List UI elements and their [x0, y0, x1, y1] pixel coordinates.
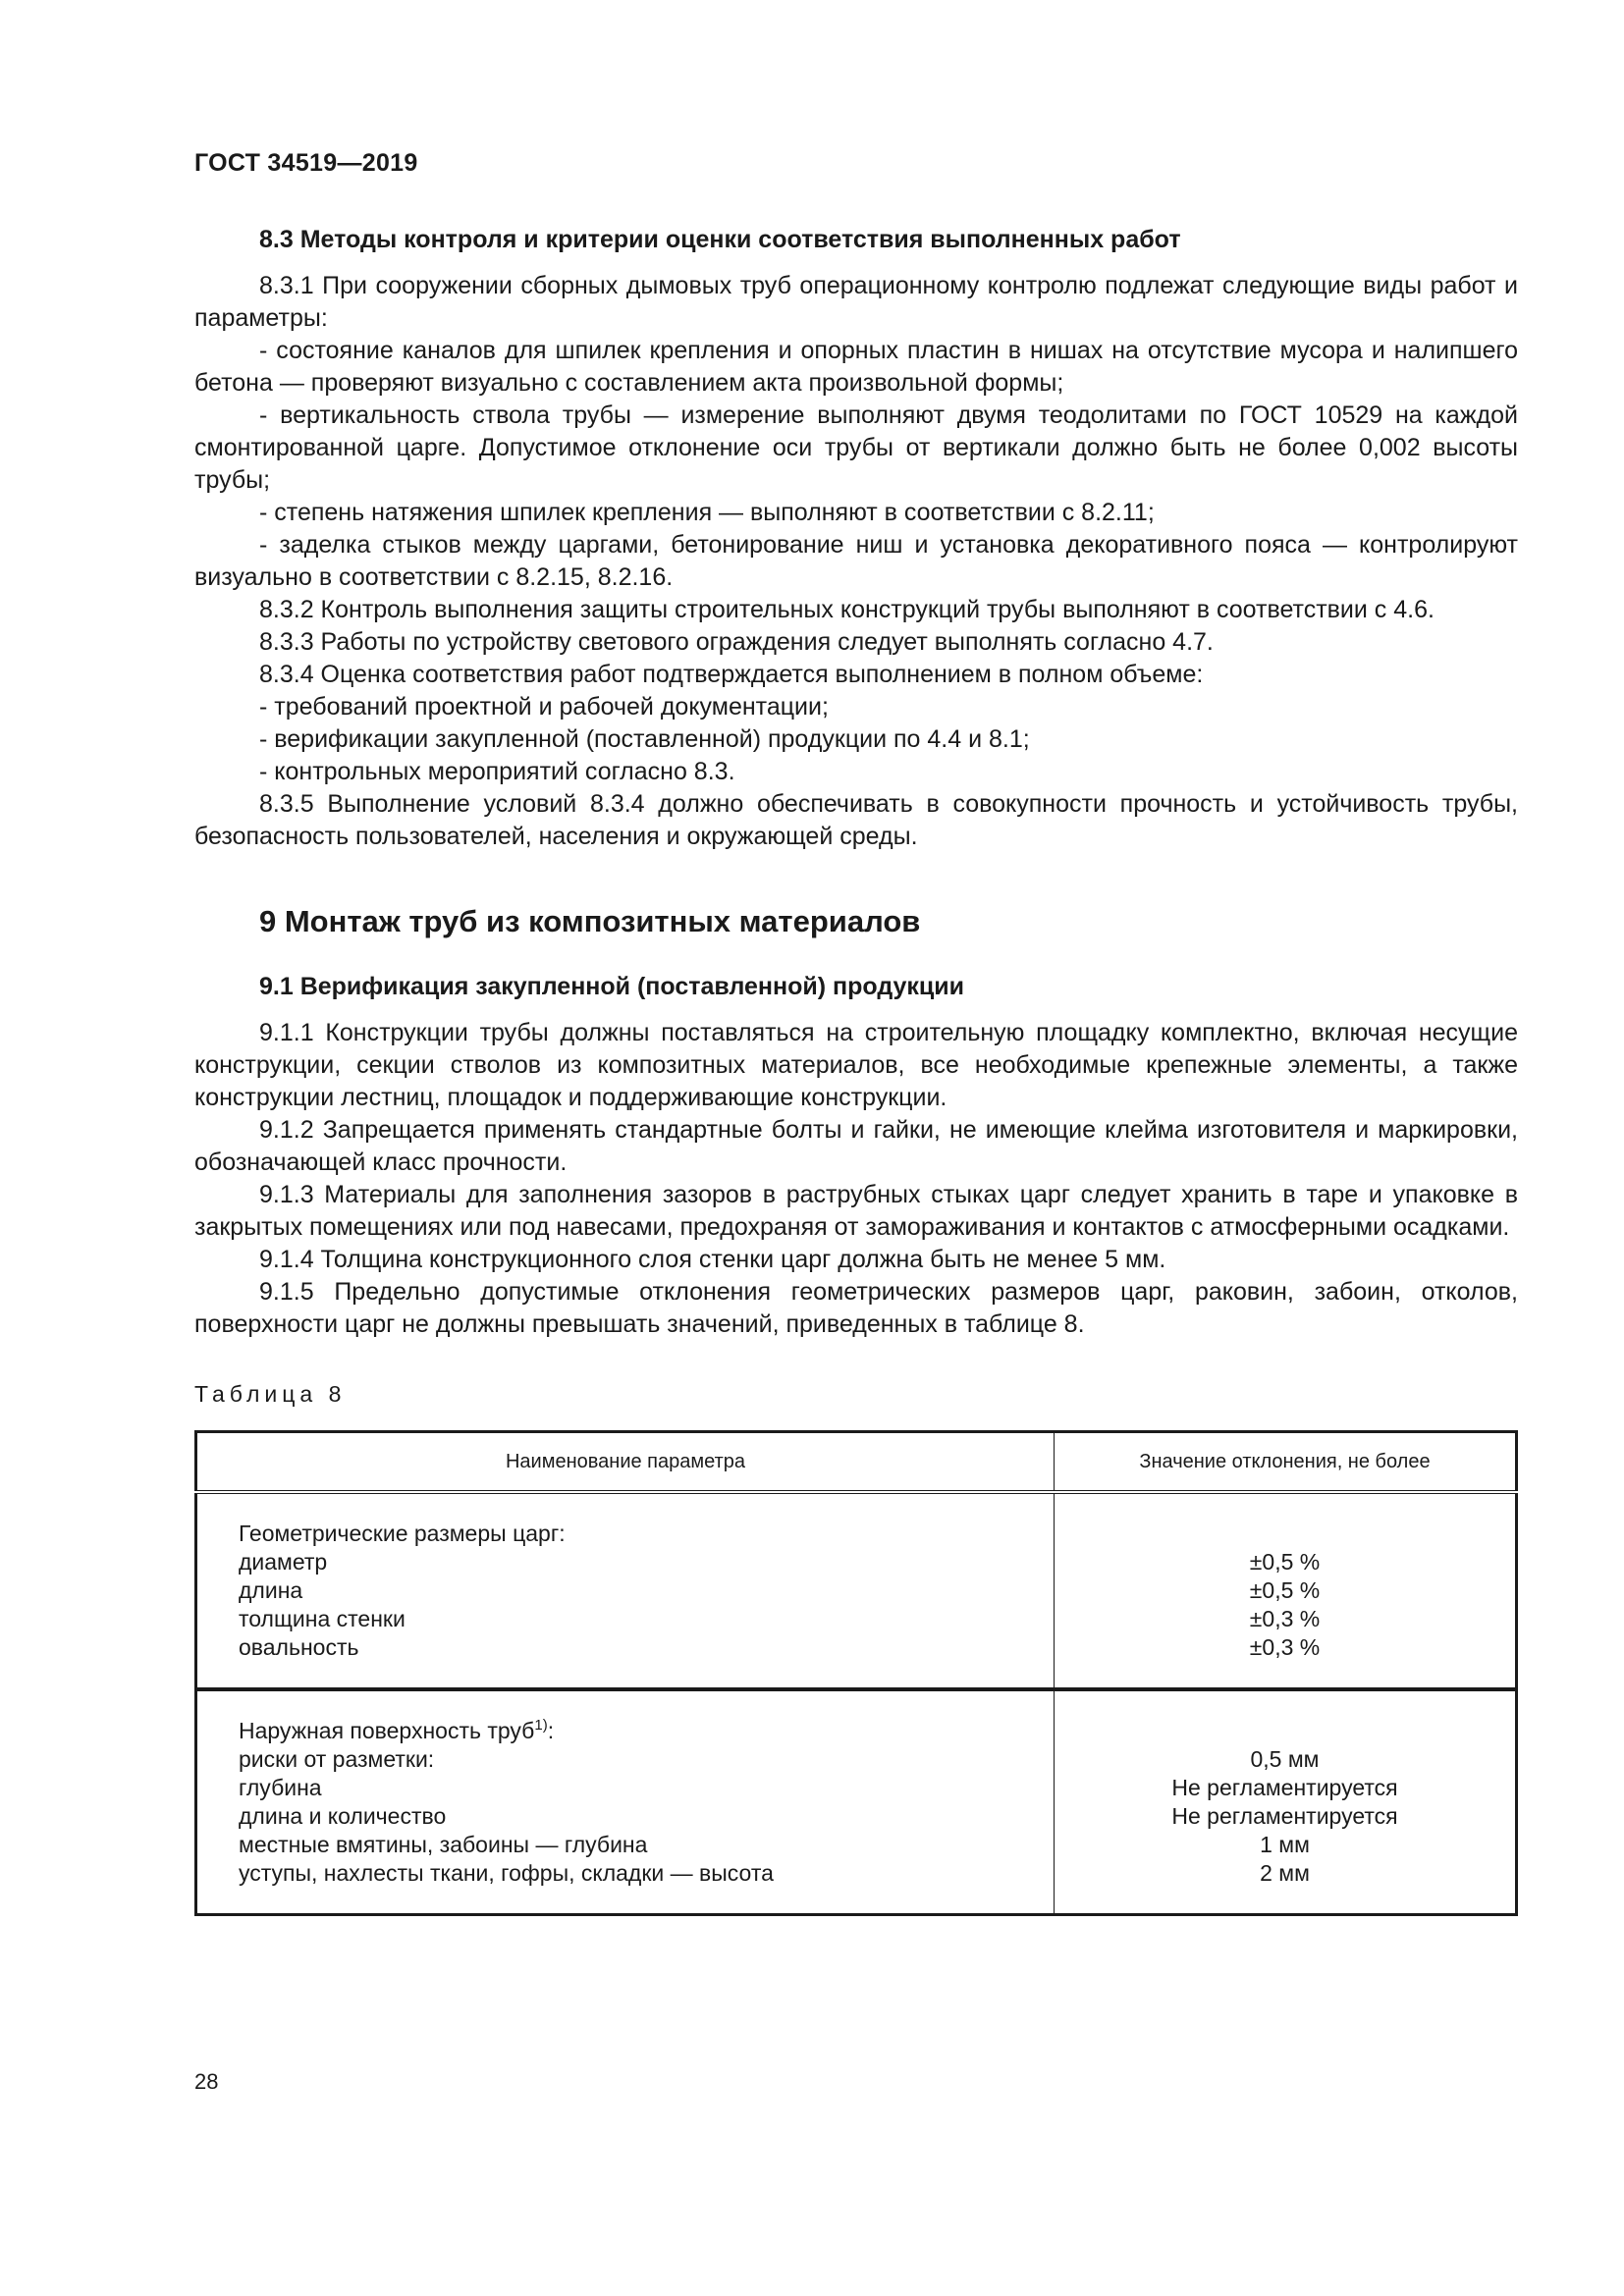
list-item: - заделка стыков между царгами, бетонирование ниш и установка декоративного пояса — контролируют визуально в соответствии с 8.2.15, 8.2.16. — [194, 531, 1518, 591]
parameter-name: местные вмятины, забоины — глубина — [239, 1832, 648, 1857]
group-title: Геометрические размеры царг: — [239, 1521, 566, 1546]
list-item: - вертикальность ствола трубы — измерение выполняют двумя теодолитами по ГОСТ 10529 на каждой смонтированной царге. Допустимое отклонение оси трубы от вертикали должно быть не более 0,002 высоты трубы; — [194, 401, 1518, 494]
clause-9-1-4: 9.1.4 Толщина конструкционного слоя стенки царг должна быть не менее 5 мм. — [259, 1246, 1166, 1273]
deviation-value: 2 мм — [1260, 1860, 1310, 1886]
column-header-deviation: Значение отклонения, не более — [1055, 1432, 1517, 1493]
clause-8-3-1: 8.3.1 При сооружении сборных дымовых труб операционному контролю подлежат следующие виды работ и параметры: — [194, 272, 1518, 332]
page-number: 28 — [194, 2069, 219, 2094]
section-9-heading: 9 Монтаж труб из композитных материалов — [259, 904, 921, 938]
clause-8-3-4: 8.3.4 Оценка соответствия работ подтверждается выполнением в полном объеме: — [259, 661, 1204, 688]
clause-9-1-1: 9.1.1 Конструкции трубы должны поставляться на строительную площадку комплектно, включая несущие конструкции, секции стволов из композитных материалов, все необходимые крепежные элементы, а также конструкции лестниц, площадок и поддерживающие конструкции. — [194, 1019, 1518, 1111]
table-caption: Таблица 8 — [194, 1381, 347, 1407]
parameter-name: глубина — [239, 1775, 322, 1800]
deviation-value: ±0,3 % — [1249, 1606, 1321, 1631]
clause-8-3-3: 8.3.3 Работы по устройству светового ограждения следует выполнять согласно 4.7. — [259, 628, 1214, 656]
list-item: - состояние каналов для шпилек крепления и опорных пластин в нишах на отсутствие мусора и налипшего бетона — проверяют визуально с составлением акта произвольной формы; — [194, 337, 1518, 397]
deviation-value: 0,5 мм — [1250, 1746, 1320, 1772]
deviation-value: ±0,5 % — [1249, 1577, 1321, 1603]
group-title: Наружная поверхность труб$^{1)}$: — [239, 1717, 555, 1743]
parameter-name: толщина стенки — [239, 1606, 406, 1631]
parameter-name: диаметр — [239, 1549, 328, 1575]
table-header-row — [196, 1432, 1517, 1493]
deviation-value: ±0,5 % — [1249, 1549, 1321, 1575]
document-body — [194, 224, 1518, 1916]
parameter-name: длина и количество — [239, 1803, 447, 1829]
list-item: - требований проектной и рабочей документации; — [259, 693, 829, 721]
list-item: - контрольных мероприятий согласно 8.3. — [259, 758, 735, 785]
footnote-marker: 1) — [534, 1717, 548, 1734]
deviation-table — [194, 1430, 1518, 1916]
clause-9-1-2: 9.1.2 Запрещается применять стандартные болты и гайки, не имеющие клейма изготовителя и маркировки, обозначающей класс прочности. — [194, 1116, 1518, 1176]
clause-9-1-3: 9.1.3 Материалы для заполнения зазоров в раструбных стыках царг следует хранить в таре и упаковке в закрытых помещениях или под навесами, предохраняя от замораживания и контактов с атмосферными осадками. — [194, 1181, 1518, 1241]
deviation-value: Не регламентируется — [1171, 1775, 1398, 1800]
document-designation: ГОСТ 34519—2019 — [194, 149, 418, 177]
deviation-value: Не регламентируется — [1171, 1803, 1398, 1829]
clause-9-1-5: 9.1.5 Предельно допустимые отклонения геометрических размеров царг, раковин, забоин, отколов, поверхности царг не должны превышать значений, приведенных в таблице 8. — [194, 1278, 1518, 1338]
deviation-value: 1 мм — [1260, 1832, 1310, 1857]
parameter-name: уступы, нахлесты ткани, гофры, складки — высота — [239, 1860, 774, 1886]
column-header-parameter: Наименование параметра — [196, 1432, 1055, 1493]
list-item: - верификации закупленной (поставленной) продукции по 4.4 и 8.1; — [259, 725, 1030, 753]
table-row-group-surface — [196, 1689, 1517, 1915]
section-9-1-heading: 9.1 Верификация закупленной (поставленной) продукции — [259, 973, 965, 1000]
parameter-name: овальность — [239, 1634, 359, 1660]
clause-8-3-5: 8.3.5 Выполнение условий 8.3.4 должно обеспечивать в совокупности прочность и устойчивость трубы, безопасность пользователей, населения и окружающей среды. — [194, 790, 1518, 850]
table-row-group-geometry — [196, 1492, 1517, 1689]
deviation-value: ±0,3 % — [1249, 1634, 1321, 1660]
parameter-name: длина — [239, 1577, 303, 1603]
section-8-3-heading: 8.3 Методы контроля и критерии оценки соответствия выполненных работ — [259, 226, 1181, 253]
parameter-name: риски от разметки: — [239, 1746, 435, 1772]
list-item: - степень натяжения шпилек крепления — выполняют в соответствии с 8.2.11; — [259, 499, 1155, 526]
clause-8-3-2: 8.3.2 Контроль выполнения защиты строительных конструкций трубы выполняют в соответствии с 4.6. — [259, 596, 1435, 623]
